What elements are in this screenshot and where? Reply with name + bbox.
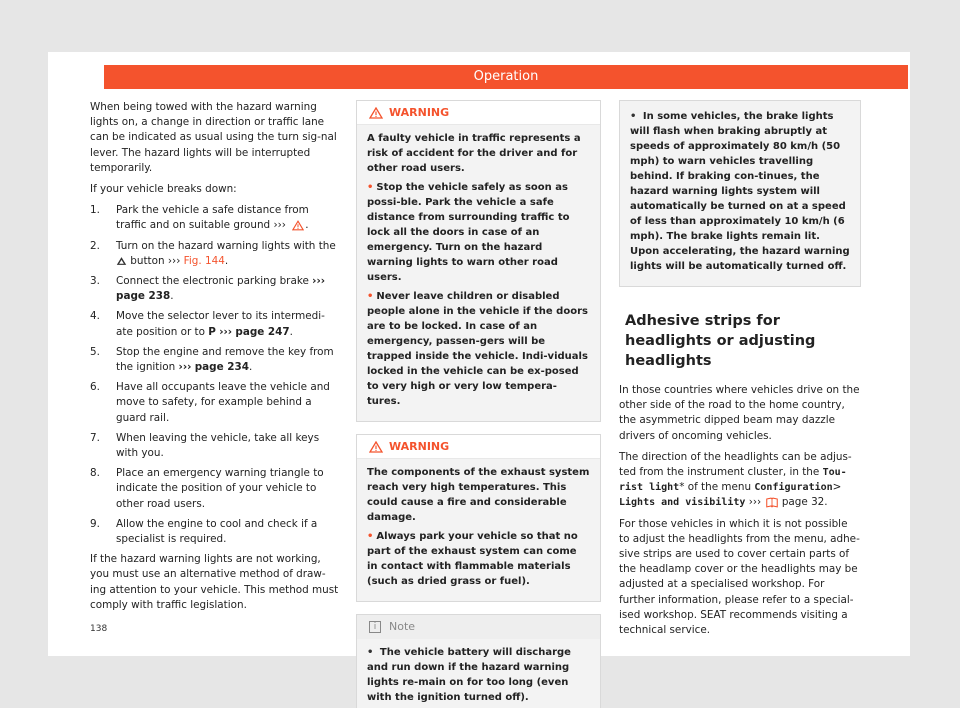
warning-box-exhaust — [356, 434, 601, 602]
warning-box-continued — [619, 100, 861, 287]
step-1: 1. Park the vehicle a safe distance from traffic and on suitable ground ››› . — [90, 204, 309, 232]
warning-header: WARNING — [357, 435, 600, 459]
breakdown-label: If your vehicle breaks down: — [90, 183, 237, 196]
warning-bullet: • In some vehicles, the brake lights will flash when braking abruptly at speeds of approximately 80 km/h (50 mph) to warn vehicles travelling behind. If braking con-tinues, the hazard warning lights system will automatically be turned on at a speed of less than approximately 10 km/h (6 mph). The brake lights remain lit. Upon accelerating, the hazard warning lights will be automatically turned off. — [630, 111, 850, 272]
step-9: 9. Allow the engine to cool and check if a specialist is required. — [90, 517, 318, 546]
intro-paragraph: When being towed with the hazard warning lights on, a change in direction or traffic lane can be indicated as usual using the turn sig-nal lever. The hazard lights will be interrupted temporarily. — [90, 101, 337, 174]
warning-bullet: • Stop the vehicle safely as soon as possi-ble. Park the vehicle a safe distance from surrounding traffic to lock all the doors in case of an emergency. Turn on the hazard warning lights to warn other road users. — [367, 182, 570, 283]
warning-triangle-icon — [369, 441, 383, 453]
manual-page — [48, 52, 910, 703]
step-8: 8. Place an emergency warning triangle to indicate the position of your vehicle to other road users. — [90, 467, 324, 510]
paragraph: The direction of the headlights can be adjus-ted from the instrument cluster, in the Tou-rist light* of the menu Configuration> Lights and visibility ››› page 32. — [619, 450, 852, 509]
section-header: Operation — [104, 65, 908, 89]
page-247-link[interactable]: page 247 — [235, 325, 290, 338]
warning-triangle-icon[interactable] — [292, 220, 304, 231]
warning-bullet: • Never leave children or disabled people alone in the vehicle if the doors are to be locked. In case of an emergency, passen-gers will be trapped inside the vehicle. Indi-viduals locked in the vehicle can be ex-posed to very high or very low tempera-tures. — [367, 291, 588, 407]
fig-144-link[interactable]: Fig. 144 — [183, 254, 225, 267]
book-page-icon[interactable] — [765, 497, 779, 508]
note-box — [356, 614, 601, 708]
outro-paragraph: If the hazard warning lights are not working, you must use an alternative method of draw-ing attention to your vehicle. This method must comply with traffic legislation. — [90, 553, 339, 611]
warning-bullet: • Always park your vehicle so that no part of the exhaust system can come in contact with flammable materials (such as dried grass or fuel). — [367, 531, 578, 587]
page-number: 138 — [90, 624, 108, 634]
step-7: 7. When leaving the vehicle, take all keys with you. — [90, 431, 320, 460]
section-heading: Adhesive strips for headlights or adjusting headlights — [625, 313, 816, 369]
warning-triangle-icon — [369, 107, 383, 119]
info-icon: i — [369, 621, 381, 633]
hazard-triangle-icon — [116, 256, 127, 266]
paragraph: In those countries where vehicles drive on the other side of the road to the home country, the asymmetric dipped beam may dazzle drivers of oncoming vehicles. — [619, 384, 860, 442]
step-6: 6. Have all occupants leave the vehicle and move to safety, for example behind a guard rail. — [90, 381, 330, 424]
warning-header: WARNING — [357, 101, 600, 125]
note-header: i Note — [357, 615, 600, 639]
step-4: 4. Move the selector lever to its intermedi-ate position or to P ››› page 247. — [90, 310, 325, 338]
column-middle — [356, 100, 601, 708]
paragraph: For those vehicles in which it is not possible to adjust the headlights from the menu, adhe-sive strips are used to cover certain parts of the headlamp cover or the headlights may be adjusted at a specialised workshop. For further information, please refer to a special-ised workshop. SEAT recommends visiting a technical service. — [619, 517, 860, 637]
warning-body: The components of the exhaust system reach very high temperatures. This could cause a fire and considerable damage. • Always park your vehicle so that no part of the exhaust system can come in contact with flammable materials (such as dried grass or fuel). — [357, 459, 600, 601]
column-left — [90, 100, 340, 619]
column-right — [619, 100, 861, 644]
page-238-link[interactable]: page 238 — [116, 290, 171, 303]
step-5: 5. Stop the engine and remove the key from the ignition ››› page 234. — [90, 345, 334, 374]
warning-box-faulty-vehicle — [356, 100, 601, 422]
breakdown-steps — [90, 203, 340, 547]
page-234-link[interactable]: page 234 — [194, 361, 249, 374]
step-2: 2. Turn on the hazard warning lights with the button ››› Fig. 144. — [90, 239, 336, 267]
step-3: 3. Connect the electronic parking brake ››› page 238. — [90, 275, 326, 303]
note-body — [357, 639, 600, 708]
warning-body: A faulty vehicle in traffic represents a risk of accident for the driver and for other road users. • Stop the vehicle safely as soon as possi-ble. Park the vehicle a safe distance from surrounding traffic to lock all the doors in case of an emergency. Turn on the hazard warning lights to warn other road users. • Never leave children or disabled people alone in the vehicle if the doors are to be locked. In case of an emergency, passen-gers will be trapped inside the vehicle. Indi-viduals locked in the vehicle can be ex-posed to very high or very low tempera-tures. — [357, 125, 600, 421]
note-bullet: • The vehicle battery will discharge and run down if the hazard warning lights re-main on for too long (even with the ignition turned off). — [367, 647, 571, 703]
